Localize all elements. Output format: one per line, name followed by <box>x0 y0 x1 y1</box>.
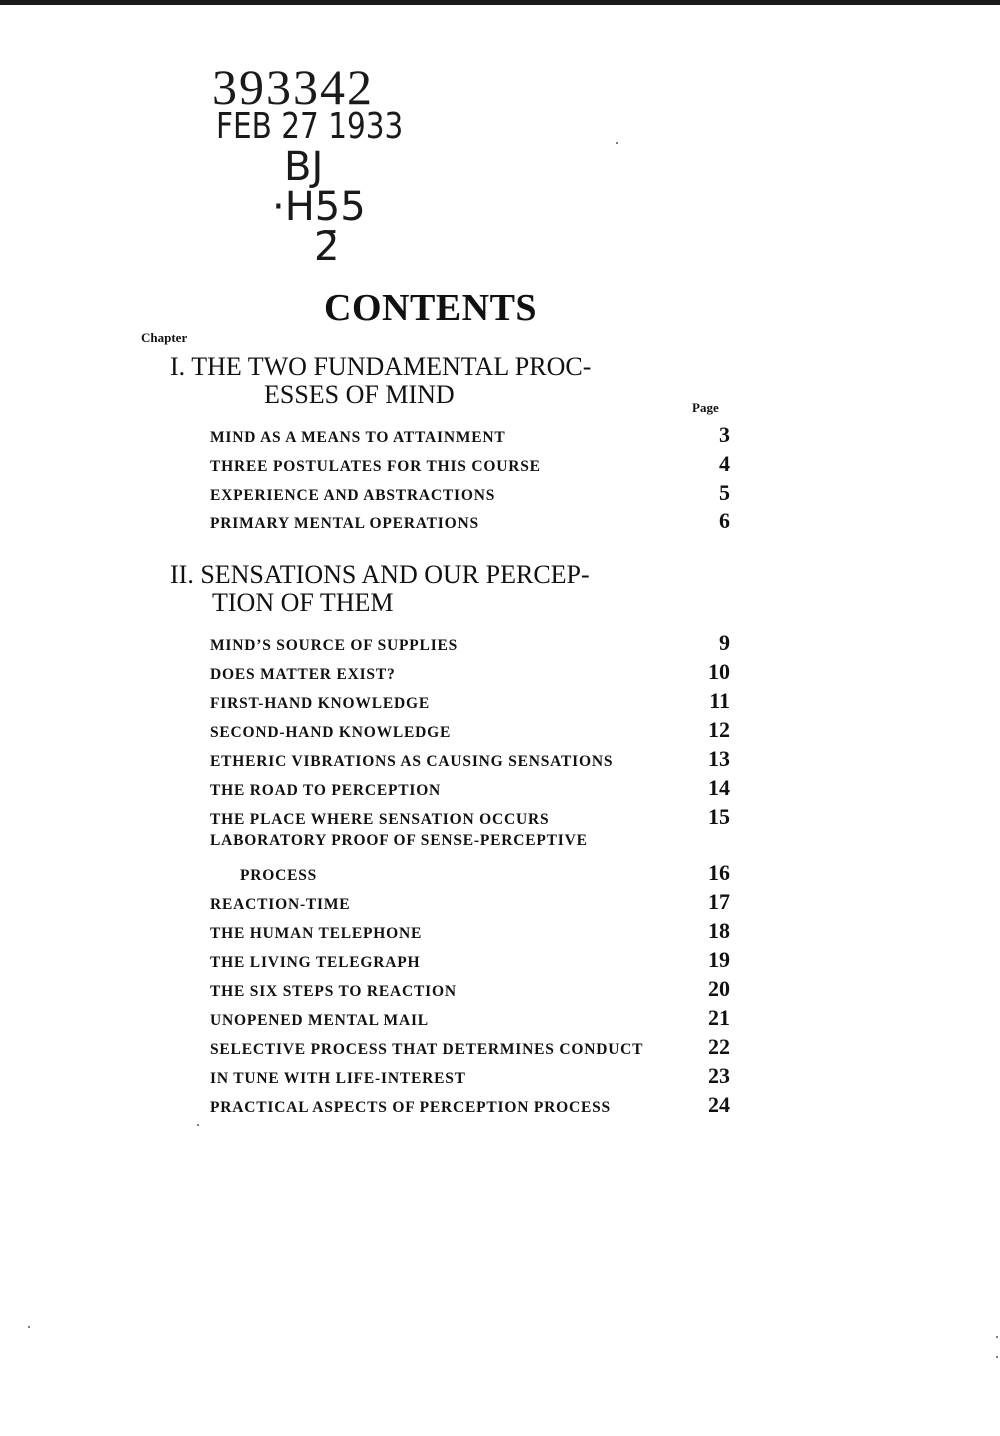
toc-entry <box>210 889 730 917</box>
call-number-line-3: 2̄ <box>314 224 340 270</box>
toc-entry-title: PRIMARY MENTAL OPERATIONS <box>210 515 479 532</box>
call-number-line-1: BJ <box>284 144 324 190</box>
toc-entry-page: 19 <box>708 947 730 972</box>
toc-entry <box>210 1092 730 1120</box>
chapter-2-title-line-1: II. SENSATIONS AND OUR PERCEP- <box>170 560 590 589</box>
toc-entry-page: 21 <box>708 1005 730 1030</box>
toc-entry-page: 5 <box>719 480 730 505</box>
toc-entry-page: 14 <box>708 775 730 800</box>
toc-entry-title: EXPERIENCE AND ABSTRACTIONS <box>210 487 496 504</box>
toc-entry-title: SELECTIVE PROCESS THAT DETERMINES CONDUCT <box>210 1041 644 1058</box>
scan-speck <box>996 1336 998 1338</box>
toc-entry-title: UNOPENED MENTAL MAIL <box>210 1012 429 1029</box>
toc-entry <box>210 804 730 832</box>
toc-entry-title: MIND AS A MEANS TO ATTAINMENT <box>210 429 506 446</box>
toc-entry <box>210 832 730 860</box>
scan-speck <box>996 1356 998 1358</box>
toc-entry-title: PRACTICAL ASPECTS OF PERCEPTION PROCESS <box>210 1099 611 1116</box>
toc-entry <box>210 688 730 716</box>
toc-entry <box>210 630 730 658</box>
toc-entry-title: THREE POSTULATES FOR THIS COURSE <box>210 458 541 475</box>
toc-entry-page: 18 <box>708 918 730 943</box>
toc-entry-page: 10 <box>708 659 730 684</box>
scan-speck <box>197 1124 199 1126</box>
toc-entry <box>210 860 730 888</box>
toc-entry-title: FIRST-HAND KNOWLEDGE <box>210 695 430 712</box>
toc-entry-page: 11 <box>709 688 730 713</box>
toc-entry <box>210 422 730 450</box>
toc-entry-title: THE ROAD TO PERCEPTION <box>210 782 442 799</box>
scan-speck <box>616 142 618 144</box>
toc-entry <box>210 775 730 803</box>
toc-entry-page: 24 <box>708 1092 730 1117</box>
toc-entry-title: LABORATORY PROOF OF SENSE-PERCEPTIVE <box>210 832 588 849</box>
toc-entry <box>210 1034 730 1062</box>
toc-entry-page: 3 <box>719 422 730 447</box>
toc-entry-title: SECOND-HAND KNOWLEDGE <box>210 724 452 741</box>
contents-title: CONTENTS <box>324 287 538 329</box>
toc-entry-title: THE PLACE WHERE SENSATION OCCURS <box>210 811 550 828</box>
date-stamp: FEB 27 1933 <box>216 106 404 147</box>
toc-entry <box>210 918 730 946</box>
toc-entry-title: THE SIX STEPS TO REACTION <box>210 983 457 1000</box>
toc-entry-page: 20 <box>708 976 730 1001</box>
chapter-column-header: Chapter <box>141 330 188 345</box>
scan-top-border <box>0 0 1000 5</box>
toc-entry-title: THE LIVING TELEGRAPH <box>210 954 421 971</box>
toc-entry-title: IN TUNE WITH LIFE-INTEREST <box>210 1070 466 1087</box>
scan-speck <box>28 1326 30 1328</box>
toc-entry-page: 17 <box>708 889 730 914</box>
toc-entry-page: 13 <box>708 746 730 771</box>
toc-entry <box>210 508 730 536</box>
toc-entry-title: PROCESS <box>240 867 318 884</box>
toc-entry-title: REACTION-TIME <box>210 896 351 913</box>
toc-entry-page: 16 <box>708 860 730 885</box>
toc-entry-page: 6 <box>719 508 730 533</box>
chapter-1-title-line-1: I. THE TWO FUNDAMENTAL PROC- <box>170 352 592 381</box>
toc-entry-title: THE HUMAN TELEPHONE <box>210 925 423 942</box>
toc-entry <box>210 717 730 745</box>
toc-entry <box>210 1063 730 1091</box>
toc-entry <box>210 451 730 479</box>
toc-entry-page: 4 <box>719 451 730 476</box>
call-number-line-2: ·H55 <box>272 184 366 230</box>
toc-entry-page: 9 <box>719 630 730 655</box>
toc-entry <box>210 480 730 508</box>
toc-entry <box>210 746 730 774</box>
toc-entry-title: ETHERIC VIBRATIONS AS CAUSING SENSATIONS <box>210 753 614 770</box>
toc-entry-title: DOES MATTER EXIST? <box>210 666 396 683</box>
toc-entry-page: 15 <box>708 804 730 829</box>
chapter-1-title-line-2: ESSES OF MIND <box>264 380 455 409</box>
toc-entry <box>210 659 730 687</box>
page-column-header: Page <box>692 400 719 415</box>
toc-entry <box>210 947 730 975</box>
toc-entry-title: MIND’S SOURCE OF SUPPLIES <box>210 637 459 654</box>
toc-entry-page: 23 <box>708 1063 730 1088</box>
toc-entry-page: 12 <box>708 717 730 742</box>
chapter-2-title-line-2: TION OF THEM <box>212 588 394 617</box>
toc-entry <box>210 976 730 1004</box>
accession-number-stamp: 393342 <box>212 59 374 115</box>
toc-entry <box>210 1005 730 1033</box>
toc-entry-page: 22 <box>708 1034 730 1059</box>
